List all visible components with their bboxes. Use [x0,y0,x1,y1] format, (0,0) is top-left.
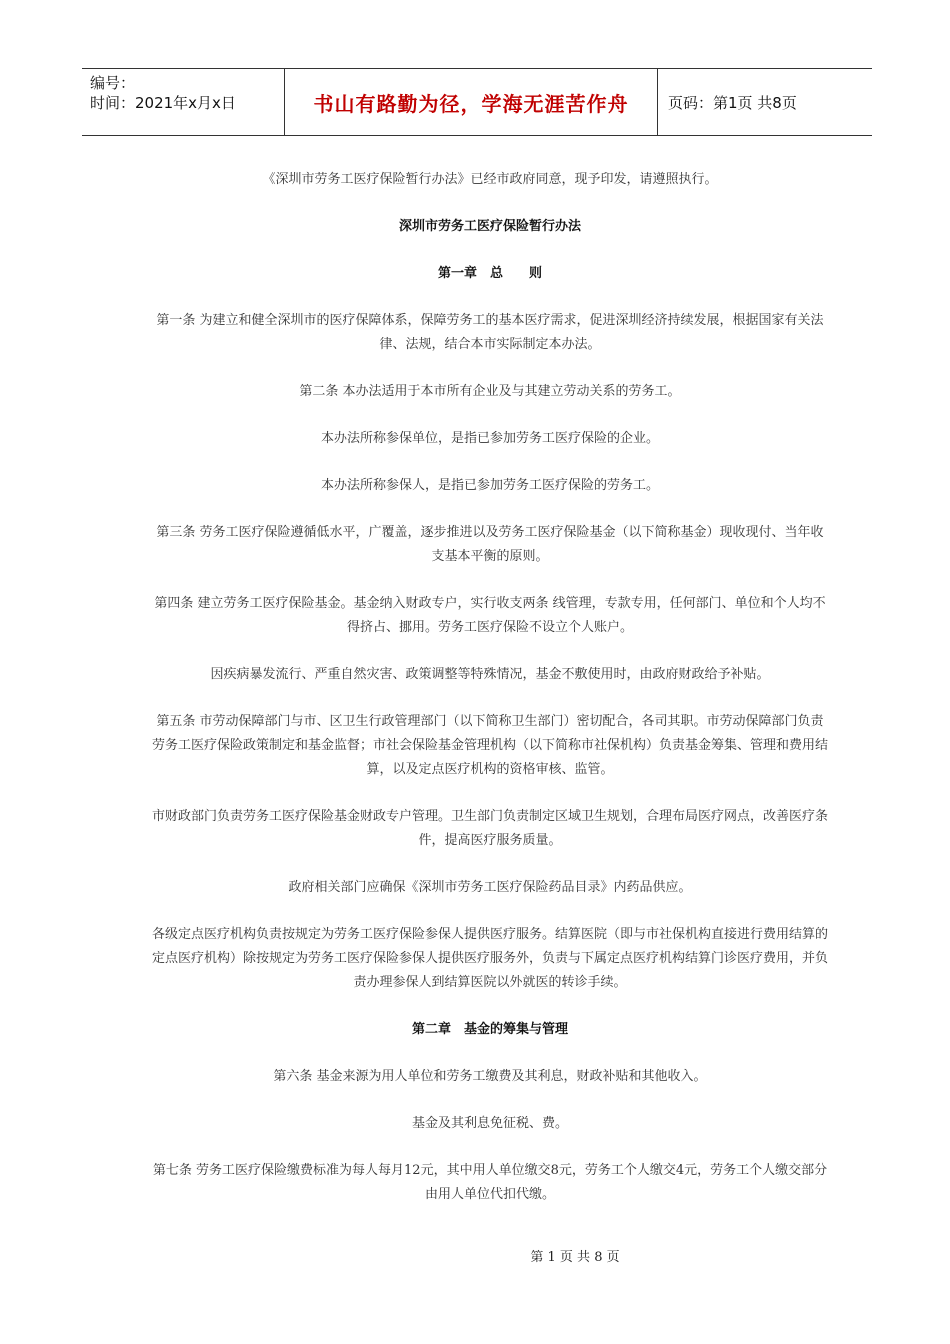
article-2: 第二条 本办法适用于本市所有企业及与其建立劳动关系的劳务工。 [299,384,681,399]
article-4: 第四条 建立劳务工医疗保险基金。基金纳入财政专户，实行收支两条 线管理，专款专用，任何部门、单位和个人均不得挤占、挪用。劳务工医疗保险不设立个人账户。 [154,596,826,635]
article-6-tax-exempt: 基金及其利息免征税、费。 [411,1116,568,1131]
article-5-drug-supply: 政府相关部门应确保《深圳市劳务工医疗保险药品目录》内药品供应。 [288,880,692,895]
article-5-finance: 市财政部门负责劳务工医疗保险基金财政专户管理。卫生部门负责制定区域卫生规划，合理布局医疗网点，改善医疗条 件，提高医疗服务质量。 [151,809,828,848]
article-7: 第七条 劳务工医疗保险缴费标准为每人每月12元，其中用人单位缴交8元，劳务工个人缴交4元，劳务工个人缴交部分由用人单位代扣代缴。 [152,1163,828,1202]
header-motto: 书山有路勤为径，学海无涯苦作舟 [285,69,658,135]
document-number-label: 编号： [90,74,136,92]
article-5: 第五条 市劳动保障部门与市、区卫生行政管理部门（以下简称卫生部门）密切配合，各司其职。市劳动保障部门负责劳务工医疗保险政策制定和基金监督；市社会保险基金管理机构（以下简称市社保机构）负责基金筹集、管理和费用结算，以及定点医疗机构的资格审核、监管。 [151,714,828,777]
document-title: 深圳市劳务工医疗保险暂行办法 [398,219,581,234]
page-footer: 第 1 页 共 8 页 [530,1250,620,1265]
chapter-1-heading: 第一章 总 则 [437,266,542,281]
article-2-insured-unit: 本办法所称参保单位，是指已参加劳务工医疗保险的企业。 [320,431,659,446]
article-4-subsidy: 因疾病暴发流行、严重自然灾害、政策调整等特殊情况，基金不敷使用时，由政府财政给予补贴。 [210,667,770,682]
article-6: 第六条 基金来源为用人单位和劳务工缴费及其利息，财政补贴和其他收入。 [273,1069,707,1084]
document-body [150,168,830,1230]
article-3: 第三条 劳务工医疗保险遵循低水平，广覆盖，逐步推进以及劳务工医疗保险基金（以下简称基金）现收现付、当年收支基本平衡的原则。 [156,525,824,564]
article-2-insured-person: 本办法所称参保人，是指已参加劳务工医疗保险的劳务工。 [320,478,659,493]
header-page-label: 页码：第1页 共8页 [668,93,797,112]
article-5-medical-institutions: 各级定点医疗机构负责按规定为劳务工医疗保险参保人提供医疗服务。结算医院（即与市社保机构直接进行费用结算的定点医疗机构）除按规定为劳务工医疗保险参保人提供医疗服务外，负责与下属定点医疗机构结算门诊医疗费用，并负责办理参保人到结算医院以外就医的转诊手续。 [151,927,828,990]
header-table [82,68,872,136]
chapter-2-heading: 第二章 基金的筹集与管理 [411,1022,568,1037]
header-left-cell [82,69,285,135]
document-date-label: 时间：2021年x月x日 [90,94,236,112]
intro-paragraph: 《深圳市劳务工医疗保险暂行办法》已经市政府同意，现予印发，请遵照执行。 [262,172,718,187]
article-1: 第一条 为建立和健全深圳市的医疗保障体系，保障劳务工的基本医疗需求，促进深圳经济持续发展，根据国家有关法律、法规，结合本市实际制定本办法。 [156,313,824,352]
